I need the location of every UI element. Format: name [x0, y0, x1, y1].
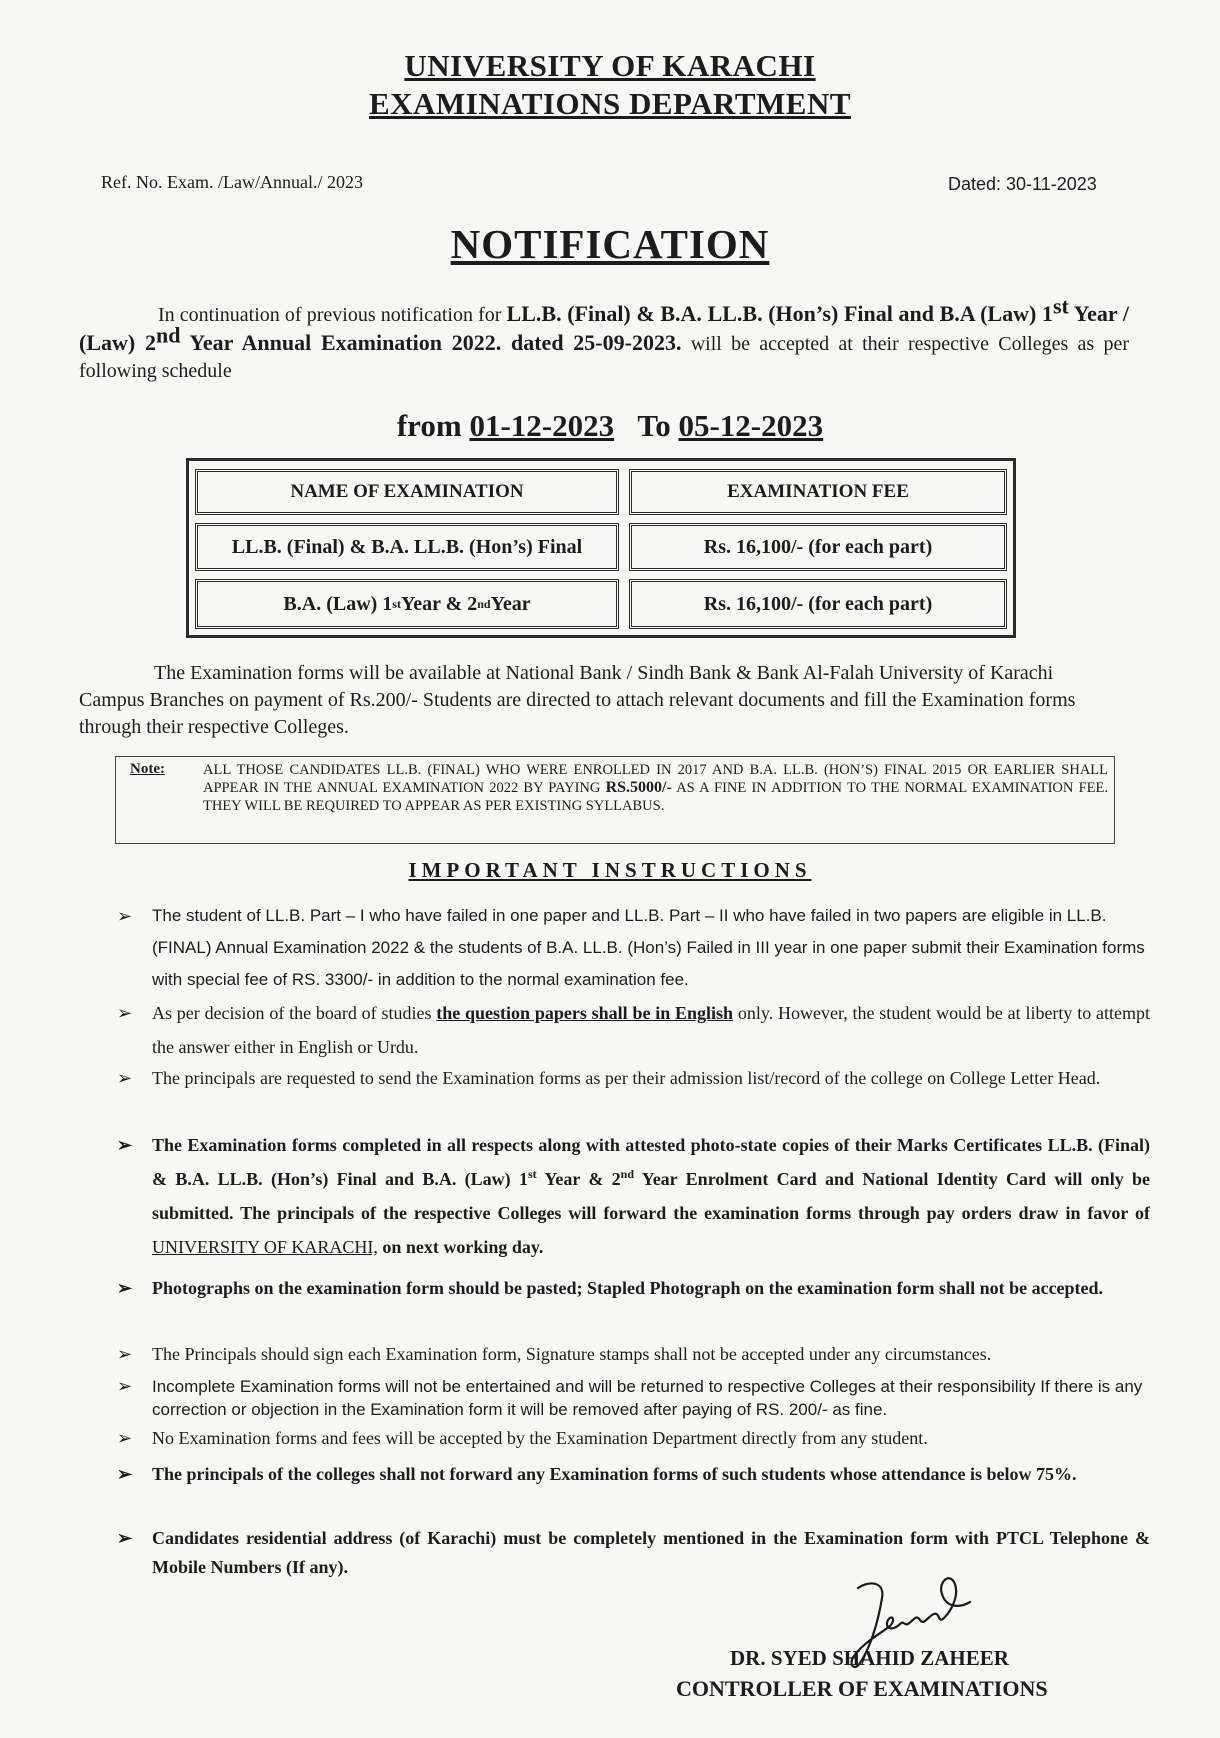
- bullet-icon: ➢: [117, 1344, 133, 1364]
- table-row2-fee: Rs. 16,100/- (for each part): [629, 579, 1007, 629]
- from-date: 01-12-2023: [469, 408, 615, 443]
- instruction-underlined: UNIVERSITY OF KARACHI,: [152, 1237, 378, 1257]
- intro-bold: Year Annual Examination 2022. dated 25-09-2023.: [180, 330, 682, 355]
- from-label: from: [396, 408, 462, 443]
- table-header-name: NAME OF EXAMINATION: [195, 469, 619, 515]
- page-title: NOTIFICATION: [450, 221, 770, 267]
- instruction-item: [117, 996, 1150, 1064]
- instruction-item: [117, 1272, 1150, 1305]
- instructions-title: IMPORTANT INSTRUCTIONS: [408, 858, 812, 882]
- instruction-text: As per decision of the board of studies: [152, 1003, 437, 1023]
- intro-sup: nd: [155, 322, 181, 348]
- note-fine: RS.5000/-: [605, 779, 672, 796]
- forms-text: The Examination forms will be available at National Bank / Sindh Bank & Bank Al-Falah University of Karachi Campus Branches on payment of Rs.200/- Students are directed to attach relevant documents and fill the Examination forms through their respective Colleges.: [79, 662, 1076, 738]
- bullet-icon: ➢: [117, 1135, 133, 1155]
- instruction-item: [117, 1424, 1150, 1452]
- instruction-item: [117, 1524, 1150, 1582]
- bullet-icon: ➢: [117, 1068, 133, 1088]
- bullet-icon: ➢: [117, 1464, 133, 1484]
- instruction-text: The student of LL.B. Part – I who have failed in one paper and LL.B. Part – II who have failed in two papers are eligible in LL.B. (FINAL) Annual Examination 2022 & the students of B.A. LL.B. (Hon’s) Failed in III year in one paper submit their Examination forms with special fee of RS. 3300/- in addition to the normal examination fee.: [152, 906, 1145, 989]
- instruction-text: Incomplete Examination forms will not be entertained and will be returned to respective Colleges at their responsibility If there is any correction or objection in the Examination form it will be removed after paying of RS. 200/- as fine.: [152, 1377, 1143, 1419]
- bullet-icon: ➢: [117, 1376, 133, 1396]
- note-label: Note:: [130, 761, 165, 777]
- instruction-sup: st: [528, 1167, 537, 1181]
- row2-text: B.A. (Law) 1: [283, 592, 393, 615]
- row2-text: Year & 2: [400, 592, 478, 615]
- table-row1-name: LL.B. (Final) & B.A. LL.B. (Hon’s) Final: [195, 523, 619, 571]
- instruction-item: [117, 1458, 1150, 1491]
- instruction-text: The Examination forms completed in all respects along with attested photo-state copies of their Marks Certificates LL.B. (Final) & B.A. LL.B. (Hon’s) Final and B.A. (Law) 1: [152, 1135, 1150, 1189]
- note-box: [115, 756, 1115, 844]
- bullet-icon: ➢: [117, 1003, 133, 1023]
- instruction-text: only. However, the student would be at liberty to attempt the answer either in English or Urdu.: [152, 1003, 1150, 1057]
- note-text-part: AS A FINE IN ADDITION TO THE NORMAL EXAMINATION FEE. THEY WILL BE REQUIRED TO APPEAR AS PER EXISTING SYLLABUS.: [203, 780, 1108, 814]
- instruction-item: [117, 1062, 1150, 1095]
- forms-paragraph: [79, 660, 1089, 741]
- instruction-text: Candidates residential address (of Karachi) must be completely mentioned in the Examination form with PTCL Telephone & Mobile Numbers (If any).: [152, 1528, 1150, 1577]
- fee-table: [186, 458, 1016, 638]
- date: Dated: 30-11-2023: [948, 174, 1097, 194]
- reference-number: Ref. No. Exam. /Law/Annual./ 2023: [101, 172, 363, 192]
- bullet-icon: ➢: [117, 1278, 133, 1298]
- signatory-name: DR. SYED SHAHID ZAHEER: [730, 1646, 1009, 1670]
- bullet-icon: ➢: [117, 1428, 133, 1448]
- bullet-icon: ➢: [117, 1528, 133, 1548]
- to-label: To: [637, 408, 671, 443]
- instruction-text: No Examination forms and fees will be accepted by the Examination Department directly from any student.: [152, 1428, 928, 1448]
- instruction-text: on next working day.: [377, 1237, 544, 1257]
- department-name: EXAMINATIONS DEPARTMENT: [368, 86, 852, 121]
- intro-text: will be accepted at their respective Colleges as per following schedule: [79, 333, 1129, 382]
- intro-bold: Year / (Law) 2: [79, 301, 1129, 355]
- instruction-sup: nd: [620, 1167, 635, 1181]
- table-header-fee: EXAMINATION FEE: [629, 469, 1007, 515]
- instruction-underlined: the question papers shall be in English: [436, 1003, 734, 1023]
- table-row1-fee: Rs. 16,100/- (for each part): [629, 523, 1007, 571]
- instruction-text: The principals of the colleges shall not forward any Examination forms of such students whose attendance is below 75%.: [152, 1464, 1077, 1484]
- schedule-range: [0, 408, 1220, 444]
- note-text-part: ALL THOSE CANDIDATES LL.B. (FINAL) WHO WERE ENROLLED IN 2017 AND B.A. LL.B. (HON’S) FINAL 2015 OR EARLIER SHALL APPEAR IN THE ANNUAL EXAMINATION 2022 BY PAYING: [203, 762, 1108, 796]
- instruction-text: Photographs on the examination form should be pasted; Stapled Photograph on the examination form shall not be accepted.: [152, 1278, 1104, 1298]
- instruction-text: Year & 2: [536, 1169, 621, 1189]
- university-name: UNIVERSITY OF KARACHI: [404, 48, 816, 83]
- intro-bold: LL.B. (Final) & B.A. LL.B. (Hon’s) Final and B.A (Law) 1: [506, 301, 1053, 326]
- row2-text: Year: [490, 592, 531, 615]
- instruction-item: [117, 1340, 1150, 1368]
- note-text: [203, 761, 1108, 815]
- instruction-item: [117, 1375, 1150, 1421]
- table-row2-name: B.A. (Law) 1 st Year & 2 nd Year: [195, 579, 619, 629]
- instruction-text: The principals are requested to send the Examination forms as per their admission list/record of the college on College Letter Head.: [152, 1068, 1101, 1088]
- instruction-item: [117, 900, 1150, 996]
- to-date: 05-12-2023: [678, 408, 824, 443]
- instruction-item: [117, 1128, 1151, 1264]
- signatory-title: CONTROLLER OF EXAMINATIONS: [676, 1676, 1048, 1701]
- intro-paragraph: [79, 293, 1129, 385]
- intro-sup: st: [1052, 293, 1069, 319]
- bullet-icon: ➢: [117, 906, 133, 926]
- instruction-text: Year Enrolment Card and National Identity Card will only be submitted. The principals of the respective Colleges will forward the examination forms through pay orders draw in favor of: [152, 1169, 1151, 1223]
- intro-text: In continuation of previous notification for: [158, 304, 507, 326]
- instruction-text: The Principals should sign each Examination form, Signature stamps shall not be accepted under any circumstances.: [152, 1344, 992, 1364]
